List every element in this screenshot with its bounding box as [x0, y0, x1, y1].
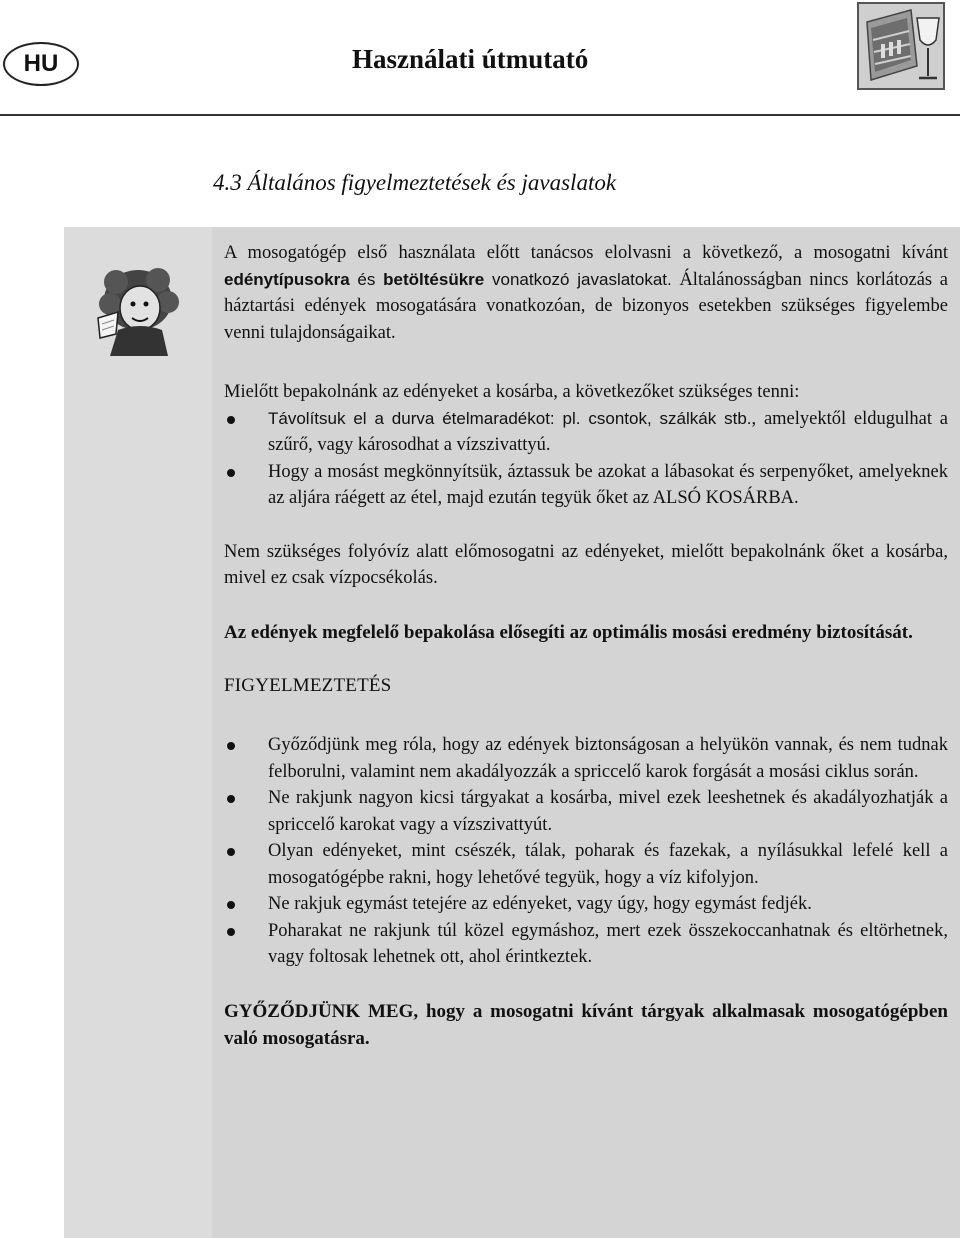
item-text: Távolítsuk el a durva ételmaradékot: pl. csontok, szálkák stb. — [268, 408, 752, 428]
before-loading-list — [224, 406, 948, 512]
list-item: Olyan edényeket, mint csészék, tálak, poharak és fazekak, a nyílásukkal lefelé kell a mosogatógépbe rakni, hogy lehetővé tegyük, hogy a víz kifolyjon. — [224, 838, 948, 891]
intro-text-3: vonatkozó javaslatokat. — [484, 269, 672, 289]
before-loading-title: Mielőtt bepakolnánk az edényeket a kosárba, a következőket szükséges tenni: — [224, 382, 800, 402]
language-badge — [3, 42, 79, 86]
content — [224, 240, 948, 1052]
intro-bold-dish-types: edénytípusokra — [224, 269, 350, 289]
list-item — [224, 406, 948, 459]
intro-bold-loading: betöltésükre — [383, 269, 485, 289]
page-title: Használati útmutató — [352, 44, 589, 74]
optimal-result-paragraph: Az edények megfelelő bepakolása elősegíti az optimális mosási eredmény biztosítását. — [224, 621, 913, 643]
language-code: HU — [23, 50, 59, 77]
warning-list — [224, 732, 948, 971]
section-heading: 4.3 Általános figyelmeztetések és javaslatok — [213, 170, 617, 195]
final-note: GYŐZŐDJÜNK MEG, hogy a mosogatni kívánt tárgyak alkalmasak mosogatógépben való mosogatásra. — [224, 1000, 948, 1049]
list-item: Hogy a mosást megkönnyítsük, áztassuk be azokat a lábasokat és serpenyőket, amelyeknek az aljára ráégett az étel, majd ezután tegyük őket az ALSÓ KOSÁRBA. — [224, 459, 948, 512]
intro-text-1: A mosogatógép első használata előtt tanácsos elolvasni a következő, a mosogatni kívánt — [224, 243, 948, 263]
dishwasher-glass-icon — [857, 2, 945, 90]
mascot-strip — [64, 227, 212, 1238]
header-divider — [0, 114, 960, 116]
list-item: Győződjünk meg róla, hogy az edények biztonságosan a helyükön vannak, és nem tudnak felborulni, valamint nem akadályozzák a spriccelő karok forgását a mosási ciklus során. — [224, 732, 948, 785]
list-item: Poharakat ne rakjunk túl közel egymáshoz, mert ezek összekoccanhatnak és eltörhetnek, vagy foltosak lehetnek ott, ahol érintkeztek. — [224, 918, 948, 971]
intro-text-2: és — [349, 269, 384, 289]
woman-mascot-icon — [88, 260, 184, 356]
intro-paragraph — [224, 240, 948, 346]
item-text: , amelyektől eldugulhat a szűrő, vagy károsodhat a vízszivattyú. — [268, 408, 948, 455]
list-item: Ne rakjuk egymást tetejére az edényeket, vagy úgy, hogy egymást fedjék. — [224, 891, 948, 918]
warning-title: FIGYELMEZTETÉS — [224, 674, 392, 696]
intro-text-4: Általánosságban nincs korlátozás a háztartási edények mosogatására vonatkozóan, de bizonyos esetekben szükséges figyelembe venni tulajdonságaikat. — [224, 269, 948, 343]
list-item: Ne rakjunk nagyon kicsi tárgyakat a kosárba, mivel ezek leeshetnek és akadályozhatják a spriccelő karokat vagy a vízszivattyút. — [224, 785, 948, 838]
no-prewash-paragraph: Nem szükséges folyóvíz alatt előmosogatni az edényeket, mielőtt bepakolnánk őket a kosárba, mivel ez csak vízpocsékolás. — [224, 541, 948, 588]
